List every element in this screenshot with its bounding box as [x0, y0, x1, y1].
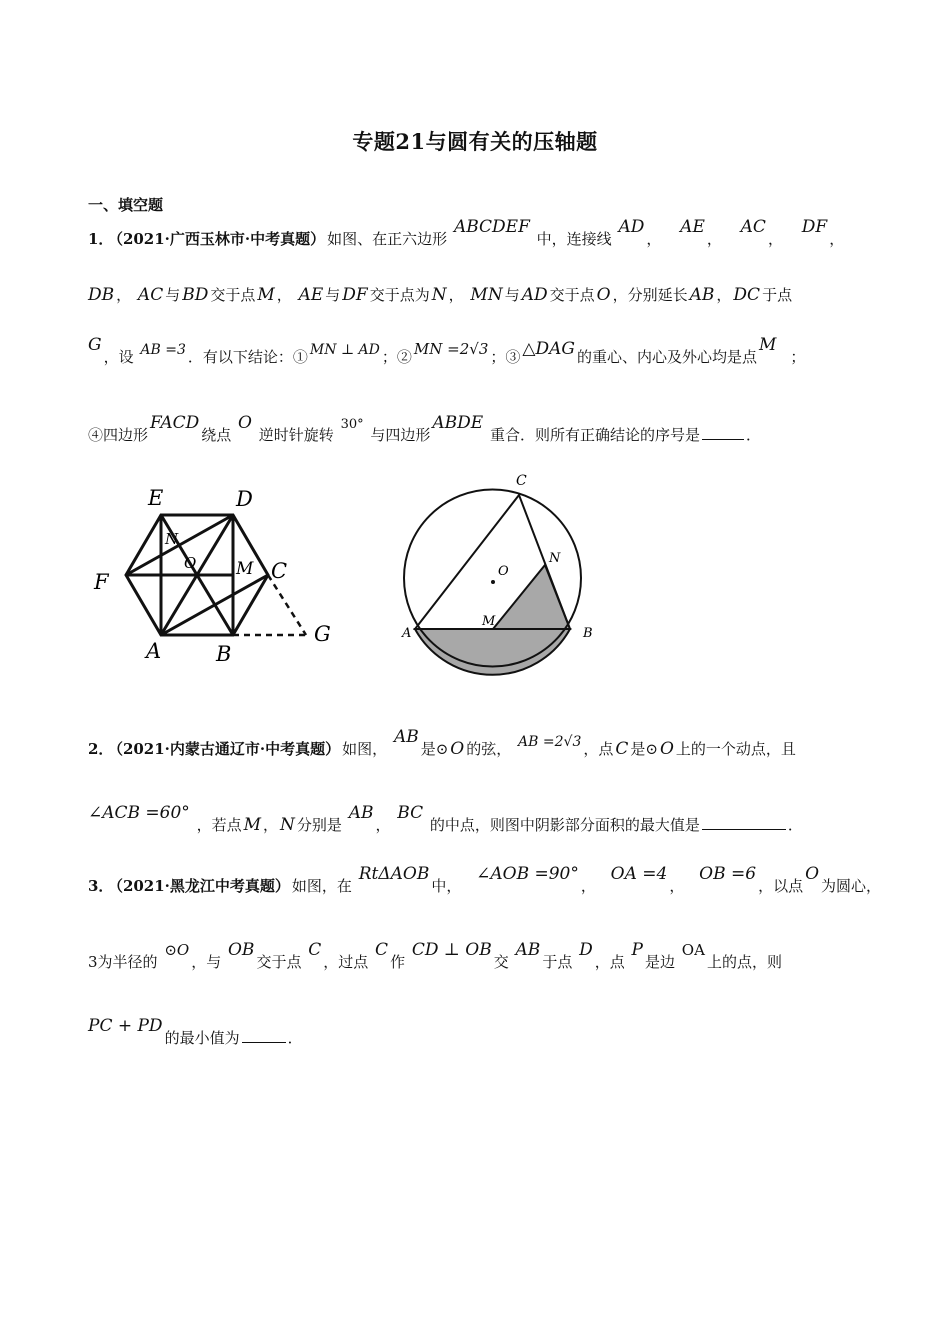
q1-math: N: [431, 285, 447, 305]
q1-text: 如图、在正六边形: [327, 230, 448, 248]
answer-blank: [242, 1028, 286, 1043]
q3-text: ，: [669, 877, 685, 895]
q3-line-3: [88, 1016, 863, 1048]
q3-math: P: [631, 940, 643, 960]
q1-math: O: [596, 285, 611, 305]
q1-text: ，: [646, 230, 662, 248]
q1-line-4: [88, 413, 863, 445]
label-E: E: [148, 486, 164, 510]
q2-math: M: [243, 815, 262, 835]
circle-figure: [392, 468, 612, 688]
q1-math: MN =2√3: [413, 340, 489, 358]
q2-text: 的中点，则图中阴影部分面积的最大值是: [429, 816, 700, 834]
q2-text: 如图，: [342, 740, 388, 758]
label-D: D: [236, 487, 253, 511]
q1-math: M: [257, 285, 275, 305]
center-dot: [491, 580, 495, 584]
q2-math: O: [659, 739, 674, 759]
q1-math: G: [88, 335, 102, 355]
q1-math: BD: [182, 285, 209, 305]
q3-text: ，点: [594, 953, 625, 971]
q1-text: 重合．则所有正确结论的序号是: [490, 426, 701, 444]
q1-math: AD: [618, 217, 645, 237]
q2-math: AB: [348, 803, 374, 823]
q2-source: （2021·内蒙古通辽市·中考真题）: [115, 740, 341, 758]
q1-text: ．有以下结论：①: [187, 348, 308, 366]
answer-blank: [702, 425, 744, 440]
q1-line-1: [88, 217, 863, 249]
q3-math: C: [375, 940, 389, 960]
q1-math: AC: [137, 285, 164, 305]
label-F: F: [94, 570, 109, 594]
q3-text: 交: [493, 953, 509, 971]
q2-math: N: [280, 815, 295, 835]
answer-blank: [702, 815, 786, 830]
q1-text: ．: [746, 426, 762, 444]
q2-text: ，点: [583, 740, 614, 758]
q3-text: ，以点: [758, 877, 804, 895]
q1-math: DC: [733, 285, 761, 305]
q3-number: 3．: [88, 877, 114, 895]
label-C: C: [271, 559, 288, 583]
q3-text: 为圆心，: [821, 877, 882, 895]
q1-math: ABDE: [432, 413, 484, 433]
q2-number: 2．: [88, 740, 114, 758]
q1-text: 中，连接线: [536, 230, 612, 248]
q2-math: AB: [393, 727, 419, 747]
q1-text: ，: [829, 230, 845, 248]
q3-line-2: [88, 940, 863, 972]
q1-text: 与: [325, 286, 341, 304]
page-title: 专题21与圆有关的压轴题: [352, 129, 598, 154]
q2-text: 是⊙: [420, 740, 449, 758]
q3-text: ，过点: [323, 953, 369, 971]
q2-line-1: [88, 727, 863, 759]
label-O: O: [184, 554, 197, 572]
label-N: N: [165, 530, 179, 548]
label-O: O: [498, 564, 509, 579]
q3-text: 交于点: [256, 953, 302, 971]
q1-math: AC: [740, 217, 766, 237]
q3-math: O: [805, 864, 820, 884]
q1-text: ；: [790, 348, 806, 366]
q1-math: DB: [88, 285, 115, 305]
q1-text: 的重心、内心及外心均是点: [576, 348, 757, 366]
label-C: C: [516, 473, 527, 489]
q1-number: 1．: [88, 230, 114, 248]
label-A: A: [402, 626, 412, 641]
q3-text: 作: [390, 953, 406, 971]
q2-text: 上的一个动点，且: [675, 740, 796, 758]
q3-math: OB: [228, 940, 255, 960]
q3-math: PC + PD: [88, 1016, 163, 1036]
q1-text: 交于点为: [369, 286, 430, 304]
q1-math: M: [758, 335, 777, 355]
q1-math: AB: [689, 285, 715, 305]
section-heading: 一、填空题: [88, 196, 164, 214]
q1-text: ；③: [490, 348, 521, 366]
q1-math: △DAG: [522, 339, 575, 359]
q3-math: RtΔAOB: [358, 864, 430, 884]
q3-math: C: [308, 940, 322, 960]
q2-math: C: [615, 739, 629, 759]
q1-line-3: [88, 335, 863, 367]
q1-math: AE: [680, 217, 705, 237]
q3-source: （2021·黑龙江中考真题）: [115, 877, 290, 895]
q3-math: OA =4: [610, 864, 668, 884]
q1-text: ，设: [103, 348, 134, 366]
q2-math: ∠ACB =60°: [88, 803, 190, 823]
q3-math: D: [579, 940, 593, 960]
q3-text: 是边: [645, 953, 676, 971]
label-B: B: [583, 626, 593, 641]
q2-text: ，: [375, 816, 391, 834]
q2-line-2: [88, 803, 863, 835]
q1-text: 交于点: [549, 286, 595, 304]
q3-line-1: [88, 864, 882, 896]
q2-math: BC: [397, 803, 424, 823]
q3-math: ⊙O: [164, 941, 190, 959]
label-M: M: [236, 559, 254, 579]
q3-math: CD ⊥ OB: [411, 940, 492, 960]
q1-text: 与: [165, 286, 181, 304]
hexagon-figure: [86, 478, 346, 668]
q1-text: ，分别延长: [612, 286, 688, 304]
q1-text: 于点: [762, 286, 793, 304]
q1-math: ABCDEF: [453, 217, 530, 237]
q1-math: O: [238, 413, 252, 433]
q1-math: AD: [521, 285, 548, 305]
q1-text: 交于点: [210, 286, 256, 304]
q1-text: 绕点: [201, 426, 232, 444]
q1-math: DF: [801, 217, 828, 237]
q1-text: ，: [767, 230, 783, 248]
q2-math: AB =2√3: [518, 734, 582, 750]
q3-math: AB: [515, 940, 541, 960]
q3-math: OA: [681, 941, 705, 959]
q1-math: 30°: [340, 417, 364, 432]
q1-line-2: [88, 284, 863, 305]
q3-text: 的最小值为: [164, 1029, 240, 1047]
q1-text: ，: [706, 230, 722, 248]
q3-text: ，: [580, 877, 596, 895]
q2-text: ，若点: [196, 816, 242, 834]
label-M: M: [482, 614, 496, 629]
q1-text: ，: [116, 286, 132, 304]
q2-math: O: [450, 739, 465, 759]
q3-text: ，与: [191, 953, 222, 971]
q1-math: AB =3: [140, 342, 186, 358]
shaded-segment: [415, 629, 570, 675]
q2-text: 是⊙: [630, 740, 658, 758]
q2-text: 分别是: [296, 816, 342, 834]
q3-text: 3为半径的: [88, 953, 158, 971]
q3-text: 中，: [431, 877, 462, 895]
q1-math: AE: [298, 285, 324, 305]
q1-math: MN: [470, 285, 503, 305]
q2-text: ．: [787, 816, 803, 834]
q1-text: ，: [276, 286, 292, 304]
q1-text: ④四边形: [88, 426, 149, 444]
label-B: B: [216, 642, 232, 666]
q1-math: DF: [342, 285, 368, 305]
q1-text: ，: [716, 286, 732, 304]
q3-text: ．: [287, 1029, 303, 1047]
q2-text: 的弦，: [466, 740, 512, 758]
q3-math: OB =6: [699, 864, 757, 884]
q1-math: MN ⊥ AD: [309, 342, 380, 358]
q2-text: ，: [263, 816, 279, 834]
label-N: N: [549, 551, 561, 566]
q1-text: ，: [448, 286, 464, 304]
label-A: A: [146, 639, 162, 663]
q1-math: FACD: [150, 413, 200, 433]
q1-source: （2021·广西玉林市·中考真题）: [115, 230, 326, 248]
q3-text: 如图，在: [291, 877, 352, 895]
q1-text: 与四边形: [370, 426, 431, 444]
q1-text: ；②: [381, 348, 412, 366]
q3-text: 上的点，则: [706, 953, 782, 971]
q1-text: 与: [504, 286, 520, 304]
label-G: G: [314, 622, 331, 646]
q1-text: 逆时针旋转: [258, 426, 334, 444]
q3-text: 于点: [542, 953, 573, 971]
q3-math: ∠AOB =90°: [476, 864, 579, 884]
